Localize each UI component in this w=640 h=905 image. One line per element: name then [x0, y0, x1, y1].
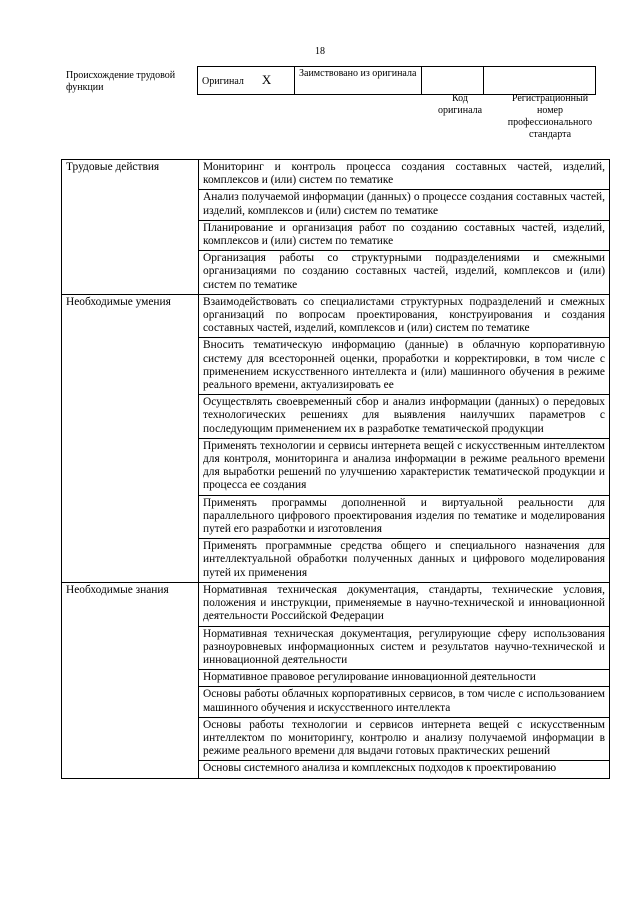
section-item: Осуществлять своевременный сбор и анализ информации (данных) о передовых технологических решениях для выявления наилучших параметров с последующим применением их в разработке тематической продукции: [199, 395, 610, 439]
reg-number-cell: [484, 67, 596, 95]
section-title: Трудовые действия: [62, 160, 199, 295]
section-item: Основы работы технологии и сервисов интернета вещей с искусственным интеллектом по мониторингу, контролю и анализу получаемой информации в режиме реального времени для выдачи готовых практических решений: [199, 717, 610, 761]
section-title: Необходимые знания: [62, 582, 199, 778]
section-item: Применять технологии и сервисы интернета вещей с искусственным интеллектом для контроля, мониторинга и анализа информации в режиме реального времени для выработки решений по улучшению характеристик тематической продукции и процесса ее создания: [199, 438, 610, 495]
section-item: Основы системного анализа и комплексных подходов к проектированию: [199, 761, 610, 778]
section-item: Основы работы облачных корпоративных сервисов, в том числе с использованием машинного обучения и искусственного интеллекта: [199, 687, 610, 717]
section-item: Нормативное правовое регулирование инновационной деятельности: [199, 670, 610, 687]
original-cell: [198, 67, 295, 95]
page-number: 18: [315, 46, 325, 57]
table-row: [62, 294, 610, 338]
original-mark: X: [261, 72, 272, 87]
section-item: Применять программные средства общего и специального назначения для интеллектуальной обработки полученных данных и цифрового моделирования путей их применения: [199, 539, 610, 583]
section-item: Применять программы дополненной и виртуальной реальности для параллельного цифрового проектирования изделия по тематике и моделирования путей его разработки и изготовления: [199, 495, 610, 539]
code-cell: [422, 67, 484, 95]
original-label: Оригинал: [202, 76, 244, 87]
section-item: Взаимодействовать со специалистами структурных подразделений и смежных организаций по вопросам проектирования, конструирования и создания составных частей, изделий, комплексов и (или) систем по тематике: [199, 294, 610, 338]
section-item: Вносить тематическую информацию (данные) в облачную корпоративную систему для всесторонней оценки, проработки и корректировки, в том числе с применением искусственного интеллекта и (или) машинного обучения в режиме реального времени, актуализировать ее: [199, 338, 610, 395]
code-caption: Код оригинала: [437, 93, 483, 116]
table-row: [62, 160, 610, 190]
section-item: Организация работы со структурными подразделениями и смежными организациями по созданию составных частей, изделий, комплексов и (или) систем по тематике: [199, 251, 610, 295]
section-item: Мониторинг и контроль процесса создания составных частей, изделий, комплексов и (или) систем по тематике: [199, 160, 610, 190]
section-item: Планирование и организация работ по созданию составных частей, изделий, комплексов и (или) систем по тематике: [199, 220, 610, 250]
origin-label: Происхождение трудовой функции: [66, 70, 176, 93]
section-title: Необходимые умения: [62, 294, 199, 582]
borrowed-cell: Заимствовано из оригинала: [295, 67, 422, 95]
function-table: [61, 159, 610, 779]
section-item: Нормативная техническая документация, стандарты, технические условия, положения и инструкции, применяемые в научно-технической и инновационной деятельности Российской Федерации: [199, 582, 610, 626]
reg-number-caption: Регистрационный номер профессионального стандарта: [507, 93, 593, 140]
section-item: Нормативная техническая документация, регулирующие сферу использования разноуровневых информационных систем и результатов научно-технической и инновационной деятельности: [199, 626, 610, 670]
origin-table: [197, 66, 596, 95]
section-item: Анализ получаемой информации (данных) о процессе создания составных частей, изделий, комплексов и (или) систем по тематике: [199, 190, 610, 220]
table-row: [62, 582, 610, 626]
